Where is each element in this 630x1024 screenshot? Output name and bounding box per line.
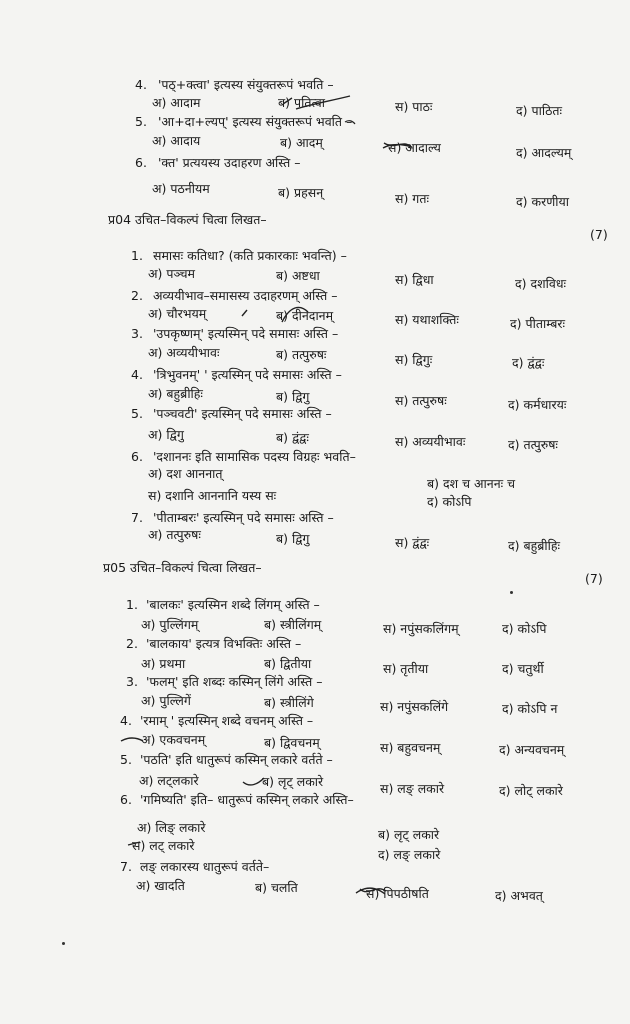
q4-item2-option-d: द) पीताम्बरः (510, 316, 566, 331)
q5-item2-question: 'बालकाय' इत्यत्र विभक्तिः अस्ति – (146, 636, 302, 651)
q5-item1-option-b: ब) स्त्रीलिंगम् (264, 617, 322, 632)
pen-mark-q5-6 (128, 842, 140, 845)
q3-item6-option-b: ब) प्रहसन् (278, 185, 324, 200)
q3-item4-option-a: अ) आदाम (152, 95, 201, 110)
q3-item5-option-a: अ) आदाय (152, 133, 201, 148)
q4-item7-option-b: ब) द्विगु (276, 531, 310, 546)
q4-item5-option-b: ब) द्वंद्वः (276, 430, 309, 445)
q4-item4-option-c: स) तत्पुरुषः (395, 393, 447, 408)
q3-item6-option-d: द) करणीया (516, 194, 569, 209)
q4-item4-number: 4. (131, 367, 143, 382)
q4-item5-option-d: द) तत्पुरुषः (508, 437, 558, 452)
q4-item3-option-a: अ) अव्ययीभावः (148, 345, 220, 360)
pen-mark-q3-5 (345, 121, 355, 124)
q3-item4-option-b: ब) पतित्वा (278, 95, 325, 110)
q5-item1-option-c: स) नपुंसकलिंगम् (383, 621, 459, 636)
q5-item3-option-d: द) कोऽपि न (502, 701, 558, 716)
q4-item3-option-b: ब) तत्पुरुषः (276, 347, 327, 362)
q3-item6-question: 'क्त' प्रत्ययस्य उदाहरण अस्ति – (158, 155, 301, 170)
q4-item3-question: 'उपकृष्णम्' इत्यस्मिन् पदे समासः अस्ति – (153, 326, 339, 341)
q5-item2-number: 2. (126, 636, 138, 651)
pen-mark-q5-4 (121, 738, 143, 741)
pen-mark-q3-4 (283, 96, 350, 109)
q5-item7-option-c: स) पिपठीषति (366, 886, 429, 901)
q4-item1-number: 1. (131, 248, 143, 263)
q4-item5-number: 5. (131, 406, 143, 421)
q5-item5-option-c: स) लङ् लकारे (380, 781, 445, 796)
q5-item2-option-d: द) चतुर्थी (502, 661, 544, 676)
q3-item4-option-d: द) पाठितः (516, 103, 562, 118)
q4-item6-option-d: द) कोऽपि (427, 494, 472, 509)
pen-mark-q3-5c (383, 143, 412, 148)
q4-item7-option-d: द) बहुब्रीहिः (508, 538, 561, 553)
q5-item2-option-b: ब) द्वितीया (264, 656, 312, 671)
q5-item3-number: 3. (126, 674, 138, 689)
q4-item3-option-d: द) द्वंद्वः (512, 355, 545, 370)
q5-item5-question: 'पठति' इति धातुरूपं कस्मिन् लकारे वर्तते – (140, 752, 333, 767)
q3-item5-option-b: ब) आदम् (280, 135, 323, 150)
q5-item4-option-b: ब) द्विवचनम् (264, 735, 320, 750)
q5-item4-question: 'रमाम् ' इत्यस्मिन् शब्दे वचनम् अस्ति – (140, 713, 314, 728)
q5-item6-option-b: ब) लृट् लकारे (378, 827, 440, 842)
q5-marks: (7) (585, 571, 603, 586)
q4-item7-question: 'पीताम्बरः' इत्यस्मिन् पदे समासः अस्ति – (153, 510, 334, 525)
q5-item1-number: 1. (126, 597, 138, 612)
q5-item6-question: 'गमिष्यति' इति– धातुरूपं कस्मिन् लकारे अस्ति– (140, 792, 354, 807)
q4-item7-option-c: स) द्वंद्वः (395, 535, 430, 550)
q4-heading: प्र04 उचित–विकल्पं चित्वा लिखत– (108, 212, 267, 227)
q4-item1-option-a: अ) पञ्चम (148, 266, 196, 281)
q4-item6-option-a: अ) दश आननात् (148, 466, 223, 481)
q3-item6-number: 6. (135, 155, 147, 170)
q4-item6-option-c: स) दशानि आननानि यस्य सः (148, 488, 277, 503)
q3-item4-number: 4. (135, 77, 147, 92)
q3-item6-option-a: अ) पठनीयम (152, 181, 210, 196)
q5-item3-option-a: अ) पुल्लिगें (141, 693, 191, 708)
q3-item6-option-c: स) गतः (395, 191, 429, 206)
q5-item1-option-d: द) कोऽपि (502, 621, 547, 636)
q4-item2-question: अव्ययीभाव–समासस्य उदाहरणम् अस्ति – (153, 288, 338, 303)
q5-item1-question: 'बालकः' इत्यस्मिन शब्दे लिंगम् अस्ति – (146, 597, 320, 612)
q5-item3-option-b: ब) स्त्रीलिंगे (264, 695, 314, 710)
q4-item2-option-a: अ) चौरभयम् (148, 306, 207, 321)
q5-item4-option-d: द) अन्यवचनम् (499, 742, 565, 757)
q5-item6-option-c: स) लट् लकारे (132, 838, 195, 853)
q5-item7-option-b: ब) चलति (255, 880, 298, 895)
q5-item6-option-d: द) लङ् लकारे (378, 847, 441, 862)
q5-item7-option-a: अ) खादति (136, 878, 185, 893)
q4-item6-number: 6. (131, 449, 143, 464)
q5-item2-option-a: अ) प्रथमा (141, 656, 186, 671)
q4-item3-option-c: स) द्विगुः (395, 352, 433, 367)
q3-item5-question: 'आ+दा+ल्यप्' इत्यस्य संयुक्तरूपं भवति – (158, 114, 353, 129)
q4-item4-option-d: द) कर्मधारयः (508, 397, 567, 412)
q4-item4-option-a: अ) बहुब्रीहिः (148, 386, 203, 401)
q4-item2-option-b: ब) दीनदानम् (276, 308, 334, 323)
q4-item4-question: 'त्रिभुवनम्' ' इत्यस्मिन् पदे समासः अस्ति – (153, 367, 342, 382)
q4-item7-number: 7. (131, 510, 143, 525)
q4-item5-option-a: अ) द्विगु (148, 427, 184, 442)
q5-item5-number: 5. (120, 752, 132, 767)
q4-item7-option-a: अ) तत्पुरुषः (148, 527, 201, 542)
q4-item1-option-d: द) दशविधः (515, 276, 567, 291)
q3-item5-option-c: स) आदाल्य (388, 140, 441, 155)
q5-item7-question: लङ् लकारस्य धातुरूपं वर्तते– (140, 859, 270, 874)
q5-item5-option-b: ब) लृट् लकारे (262, 774, 324, 789)
q5-item3-option-c: स) नपुंसकलिंगे (380, 699, 449, 714)
q4-item5-question: 'पञ्चवटी' इत्यस्मिन् पदे समासः अस्ति – (153, 406, 332, 421)
q4-item2-option-c: स) यथाशक्तिः (395, 312, 459, 327)
q5-item6-option-a: अ) लिङ् लकारे (137, 820, 206, 835)
q3-item4-option-c: स) पाठः (395, 99, 433, 114)
q3-item5-number: 5. (135, 114, 147, 129)
q5-item7-option-d: द) अभवत् (495, 888, 543, 903)
q5-item5-option-d: द) लोट् लकारे (499, 783, 563, 798)
q4-item6-option-b: ब) दश च आननः च (427, 476, 516, 491)
q3-item5-option-d: द) आदल्यम् (516, 145, 572, 160)
q5-item5-option-a: अ) लट्लकारे (139, 773, 199, 788)
q4-item2-number: 2. (131, 288, 143, 303)
q4-item5-option-c: स) अव्ययीभावः (395, 434, 466, 449)
pen-mark-q5-7 (356, 888, 386, 894)
q4-item1-option-c: स) द्विधा (395, 272, 434, 287)
q4-item4-option-b: ब) द्विगु (276, 389, 310, 404)
q5-item4-option-a: अ) एकवचनम् (141, 732, 206, 747)
q5-item1-option-a: अ) पुल्लिंगम् (141, 617, 199, 632)
q4-marks: (7) (590, 227, 608, 242)
pen-mark-q4-2 (242, 307, 308, 322)
q4-item1-question: समासः कतिधा? (कति प्रकारकाः भवन्ति) – (153, 248, 347, 263)
q4-item1-option-b: ब) अष्टधा (276, 268, 320, 283)
q5-item4-option-c: स) बहुवचनम् (380, 740, 441, 755)
q5-heading: प्र05 उचित–विकल्पं चित्वा लिखत– (103, 560, 262, 575)
q4-item6-question: 'दशाननः इति सामासिक पदस्य विग्रहः भवति– (153, 449, 356, 464)
pen-mark-q5-5 (243, 778, 264, 785)
q3-item4-question: 'पठ्+क्त्वा' इत्यस्य संयुक्तरूपं भवति – (158, 77, 334, 92)
q5-item4-number: 4. (120, 713, 132, 728)
q5-item6-number: 6. (120, 792, 132, 807)
q4-item3-number: 3. (131, 326, 143, 341)
q5-item7-number: 7. (120, 859, 132, 874)
q5-item2-option-c: स) तृतीया (383, 661, 429, 676)
q5-item3-question: 'फलम्' इति शब्दः कस्मिन् लिंगे अस्ति – (146, 674, 323, 689)
